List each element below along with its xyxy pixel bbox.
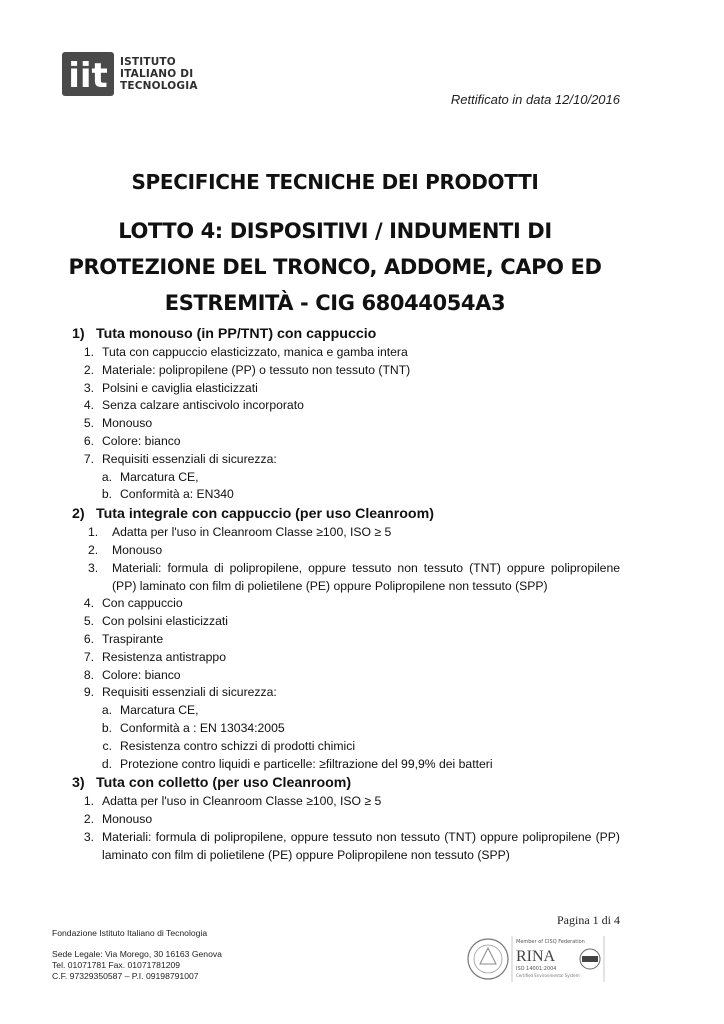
item-text: Tuta con cappuccio elasticizzato, manica e gamba intera [102,345,408,359]
subitem-letter: a. [101,703,112,718]
logo-line-3: TECNOLOGIA [120,80,198,92]
item-number: 8. [83,667,94,682]
footer-sede: Sede Legale: Via Morego, 30 16163 Genova [52,949,222,959]
sub-list-item [72,720,620,738]
item-number: 1. [83,345,94,359]
cert-desc-text: Certified Environmental System [516,973,580,978]
iit-logo-mark [62,52,114,96]
section-title: Tuta integrale con cappuccio (per uso Cleanroom) [96,506,434,523]
list-item [72,649,620,667]
subitem-letter: b. [101,720,112,735]
item-text: Resistenza antistrappo [102,649,226,664]
subitem-letter: b. [101,487,112,502]
footer-address [52,928,222,982]
item-number: 9. [83,685,94,700]
list-item [72,542,620,560]
list-item [72,811,620,829]
item-text: Requisiti essenziali di sicurezza: [102,685,277,700]
sub-list-item [72,756,620,774]
item-number: 2. [88,542,99,557]
item-number: 3. [83,380,94,395]
section-number: 2) [72,506,85,523]
list-item [72,793,620,811]
item-number: 3. [83,829,94,844]
item-text: Colore: bianco [102,433,181,448]
list-item [72,451,620,469]
item-number: 4. [83,398,94,413]
lot-title [0,213,670,321]
item-number: 2. [83,362,94,377]
list-item [72,560,620,596]
item-text: Materiali: formula di polipropilene, oppure tessuto non tessuto (TNT) oppure polipropilene (PP) laminato con film di polietilene (PE) oppure Polipropilene non tessuto (SPP) [102,829,620,862]
logo-line-2: ITALIANO DI [120,68,194,80]
lot-title-line-2: PROTEZIONE DEL TRONCO, ADDOME, CAPO ED [68,255,602,279]
spec-content [72,324,620,865]
item-text: Colore: bianco [102,667,181,682]
list-item [72,631,620,649]
footer-cf: C.F. 97329350587 – P.I. 09198791007 [52,971,199,981]
sub-list-item [72,469,620,487]
section-heading [72,504,620,524]
logo-wordmark [120,56,198,92]
section-heading [72,324,620,344]
item-text: Senza calzare antiscivolo incorporato [102,398,304,413]
cert-iso-text: ISO 14001:2004 [516,966,557,972]
item-text: Adatta per l'uso in Cleanroom Classe ≥100, ISO ≥ 5 [102,794,382,809]
item-text: Con cappuccio [102,596,183,611]
subitem-letter: c. [102,738,112,753]
subitem-text: Resistenza contro schizzi di prodotti chimici [120,738,356,753]
item-number: 5. [83,614,94,629]
revision-date: Rettificato in data 12/10/2016 [450,92,620,107]
subitem-text: Conformità a: EN340 [120,487,234,502]
iit-logo [62,52,198,96]
item-text: Con polsini elasticizzati [102,614,228,629]
section-number: 3) [72,775,85,792]
section-number: 1) [72,326,85,342]
logo-line-1: ISTITUTO [120,56,176,68]
cert-member-text: Member of CISQ Federation [516,939,585,945]
item-number: 5. [83,416,94,431]
section-title: Tuta monouso (in PP/TNT) con cappuccio [96,326,377,342]
list-item [72,380,620,398]
list-item [72,362,620,380]
item-number: 1. [88,525,99,540]
page-number: Pagina 1 di 4 [557,913,620,927]
item-number: 3. [88,560,99,575]
item-number: 7. [83,451,94,466]
list-item [72,667,620,685]
item-number: 6. [83,433,94,448]
item-text: Adatta per l'uso in Cleanroom Classe ≥100, ISO ≥ 5 [112,525,392,540]
item-number: 1. [83,794,94,809]
list-item [72,397,620,415]
item-text: Materiali: formula di polipropilene, oppure tessuto non tessuto (TNT) oppure polipropilene (PP) laminato con film di polietilene (PE) oppure Polipropilene non tessuto (SPP) [112,560,620,593]
subitem-text: Protezione contro liquidi e particelle: ≥filtrazione del 99,9% dei batteri [120,756,493,771]
lot-title-line-3: ESTREMITÀ - CIG 68044054A3 [164,291,506,315]
item-number: 7. [83,649,94,664]
sub-list-item [72,738,620,756]
subitem-letter: a. [101,469,112,484]
section-title: Tuta con colletto (per uso Cleanroom) [96,775,352,792]
list-item [72,829,620,865]
sub-list-item [72,486,620,504]
list-item [72,415,620,433]
list-item [72,595,620,613]
logo-mark-text: iit [68,56,108,96]
list-item [72,684,620,702]
list-item [72,613,620,631]
item-text: Requisiti essenziali di sicurezza: [102,451,277,466]
subitem-text: Marcatura CE, [120,469,199,484]
list-item [72,433,620,451]
document-title: SPECIFICHE TECNICHE DEI PRODOTTI [131,170,539,194]
item-text: Traspirante [102,631,164,646]
subitem-text: Conformità a : EN 13034:2005 [120,720,285,735]
footer-org: Fondazione Istituto Italiano di Tecnologia [52,928,208,938]
sub-list-item [72,702,620,720]
section-heading [72,773,620,793]
item-number: 4. [83,596,94,611]
cert-name-text: RINA [516,948,556,965]
list-item [72,344,620,362]
item-text: Monouso [102,416,153,431]
item-text: Materiale: polipropilene (PP) o tessuto non tessuto (TNT) [102,362,411,377]
item-text: Monouso [102,812,153,827]
certification-badge [466,934,612,984]
subitem-letter: d. [101,756,112,771]
item-text: Monouso [112,542,163,557]
subitem-text: Marcatura CE, [120,703,199,718]
item-text: Polsini e caviglia elasticizzati [102,380,258,395]
lot-title-line-1: LOTTO 4: DISPOSITIVI / INDUMENTI DI [118,219,552,243]
item-number: 6. [83,631,94,646]
footer-tel: Tel. 01071781 Fax. 01071781209 [52,960,181,970]
list-item [72,524,620,542]
item-number: 2. [83,812,94,827]
